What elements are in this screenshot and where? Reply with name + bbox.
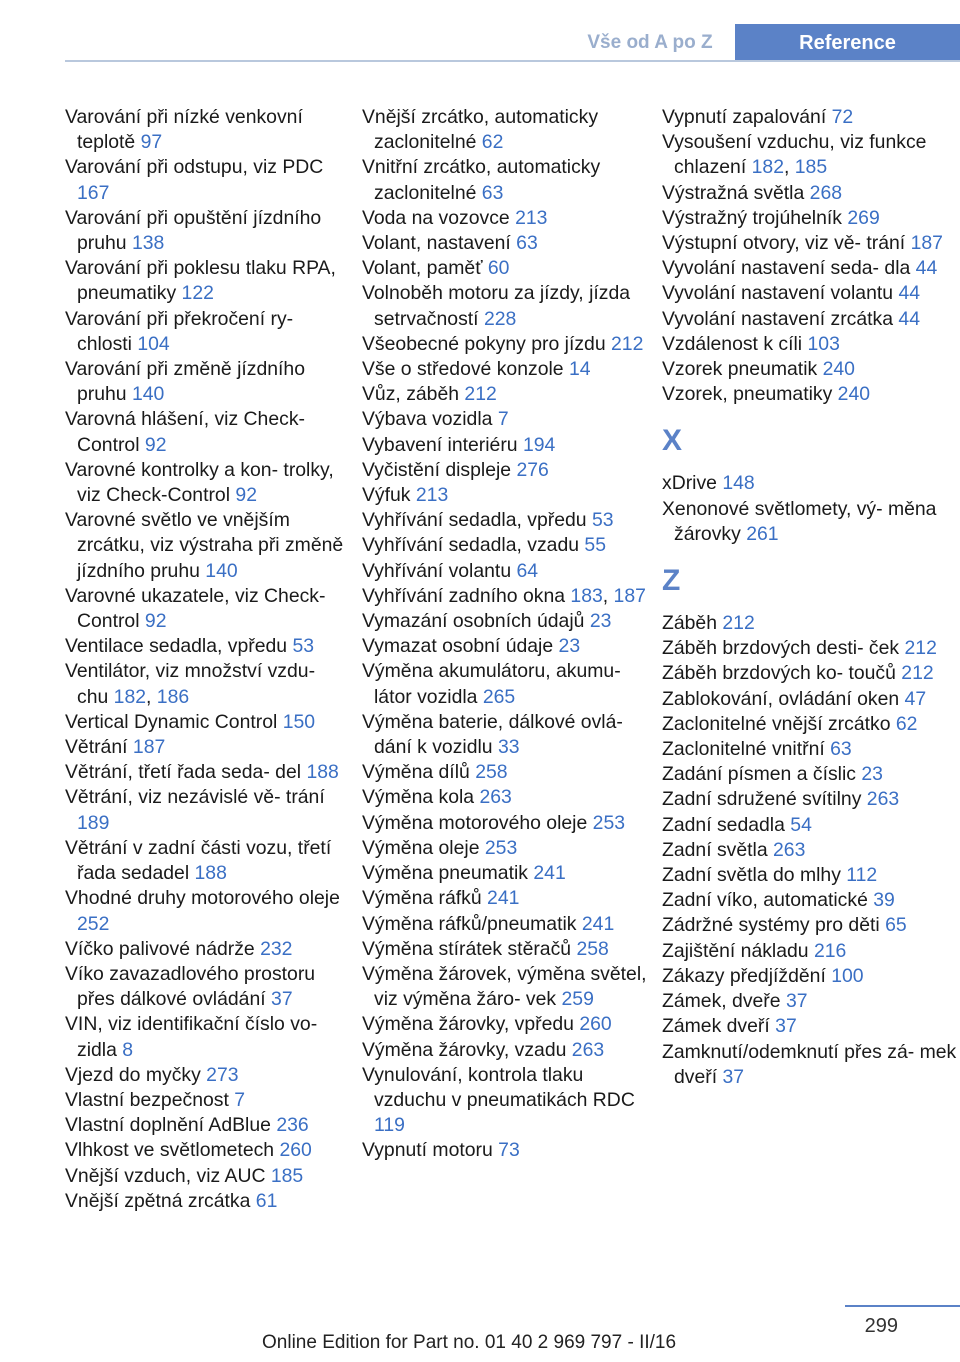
page-link[interactable]: 253 (592, 811, 626, 834)
index-entry (662, 863, 958, 888)
index-entry (65, 785, 350, 835)
page-link[interactable]: 236 (276, 1114, 309, 1137)
index-term: Vlhkost ve světlometech (65, 1139, 280, 1162)
index-term: Vyčistění displeje (362, 458, 517, 481)
page-link[interactable]: 39 (873, 889, 895, 912)
footer-rule (845, 1305, 960, 1307)
index-term: VIN, viz identifikační číslo vo- zidla (65, 1013, 318, 1061)
page-link[interactable]: 253 (484, 836, 518, 859)
page-link[interactable]: 268 (809, 181, 843, 204)
page-link[interactable]: 213 (415, 484, 449, 507)
index-entry (65, 1189, 350, 1214)
index-letter-heading: Z (662, 564, 681, 598)
page-link[interactable]: 260 (579, 1013, 612, 1036)
index-entry (362, 533, 652, 558)
index-entry (362, 760, 652, 785)
index-term: Výměna ráfků/pneumatik (362, 912, 582, 935)
page-link[interactable]: 212 (722, 612, 755, 635)
index-entry (362, 105, 652, 155)
index-term: Výstupní otvory, viz vě- trání (662, 232, 911, 255)
page-link[interactable]: 33 (497, 736, 520, 759)
page-link[interactable]: 53 (591, 509, 614, 532)
page-link[interactable]: 23 (558, 635, 581, 658)
index-term: Větrání v zadní části vozu, třetí řada sedadel (65, 836, 332, 885)
index-term: Víčko palivové nádrže (65, 937, 261, 960)
index-term: Výměna žárovek, výměna světel, viz výměna žáro- vek (362, 962, 647, 1011)
index-term: Výměna kola (362, 786, 480, 809)
index-entry (362, 206, 652, 231)
page-link[interactable]: 112 (846, 864, 878, 887)
index-entry (662, 813, 958, 838)
page-link[interactable]: 7 (497, 408, 509, 431)
page-link[interactable]: 241 (581, 912, 615, 935)
page-link[interactable]: 140 (131, 383, 165, 406)
index-term: Zamknutí/odemknutí přes zá- mek dveří (662, 1040, 957, 1088)
index-entry (362, 811, 652, 836)
index-term: Ventilátor, viz množství vzdu- chu (65, 660, 316, 708)
page-link[interactable]: 276 (516, 458, 549, 481)
index-entry (362, 1038, 652, 1063)
index-entry (362, 508, 652, 533)
index-term: Vymazání osobních údajů (362, 610, 590, 633)
index-term: Výfuk (362, 484, 416, 507)
index-term: Vyhřívání zadního okna (362, 584, 571, 607)
index-entry (662, 357, 958, 382)
index-entry (362, 836, 652, 861)
index-term: Výměna pneumatik (362, 862, 534, 885)
page-link[interactable]: 63 (516, 232, 538, 255)
index-term: Varování při odstupu, viz PDC (65, 156, 324, 179)
index-entry (662, 737, 958, 762)
page-link[interactable]: 60 (487, 257, 510, 280)
page-link[interactable]: 65 (885, 914, 907, 937)
index-term: Volant, paměť (362, 257, 488, 280)
page-link[interactable]: 185 (794, 156, 828, 179)
page-link[interactable]: 62 (481, 131, 504, 154)
index-entry (362, 962, 652, 1012)
page-link[interactable]: 103 (807, 332, 840, 355)
page-link[interactable]: 64 (516, 559, 539, 582)
index-term: Vhodné druhy motorového oleje (65, 887, 340, 910)
index-term: Záběh brzdových desti- ček (662, 637, 905, 660)
index-term: Zaclonitelné vnější zrcátko (662, 712, 896, 735)
page-link[interactable]: 148 (722, 472, 755, 495)
page-link[interactable]: 185 (270, 1164, 304, 1187)
index-term: Vnější zpětná zrcátka (65, 1189, 256, 1212)
page-link[interactable]: 259 (561, 988, 594, 1011)
index-term: Větrání, třetí řada seda- del (65, 761, 307, 784)
page-link[interactable]: 44 (898, 282, 921, 305)
index-term: Varování při změně jízdního pruhu (65, 358, 305, 406)
index-entry (662, 231, 958, 256)
index-entry (362, 912, 652, 937)
index-term: Výměna oleje (362, 836, 485, 859)
index-entry (362, 659, 652, 709)
page-link[interactable]: 62 (895, 712, 918, 735)
index-entry (662, 939, 958, 964)
index-entry (662, 471, 958, 496)
header-reference-tab[interactable]: Reference (735, 24, 960, 62)
index-entry (662, 181, 958, 206)
page-link[interactable]: 212 (464, 383, 497, 406)
index-term: Vynulování, kontrola tlaku vzduchu v pneumatikách RDC (362, 1063, 635, 1111)
index-term: Výbava vozidla (362, 408, 498, 431)
page-link[interactable]: 61 (255, 1189, 278, 1212)
index-entry (65, 1088, 350, 1113)
index-entry (65, 508, 350, 584)
index-entry (662, 838, 958, 863)
index-term: Výměna akumulátoru, akumu- látor vozidla (362, 660, 621, 708)
index-term: Vypnutí motoru (362, 1139, 499, 1162)
page-link[interactable]: 213 (515, 206, 548, 229)
page-link[interactable]: 265 (482, 685, 516, 708)
index-entry (65, 962, 350, 1012)
index-term: Vnitřní zrcátko, automaticky zaclonitelné (362, 156, 601, 204)
page-link[interactable]: 212 (611, 332, 644, 355)
index-term: Ventilace sedadla, vpředu (65, 635, 293, 658)
index-entry (362, 407, 652, 432)
page-link[interactable]: 261 (746, 522, 779, 545)
page-link[interactable]: 187 (910, 232, 943, 255)
page-link[interactable]: 23 (589, 610, 612, 633)
page-link[interactable]: 241 (533, 862, 566, 885)
page-link[interactable]: 263 (571, 1038, 605, 1061)
index-entry (662, 332, 958, 357)
index-term: Záběh (662, 612, 723, 635)
page-link[interactable]: 212 (904, 637, 937, 660)
index-entry (362, 231, 652, 256)
index-term: Vzdálenost k cíli (662, 332, 808, 355)
index-entry (662, 1040, 958, 1090)
index-term: Vnější vzduch, viz AUC (65, 1164, 271, 1187)
index-term: Varování při poklesu tlaku RPA, pneumatiky (65, 257, 336, 305)
page-link[interactable]: 92 (235, 484, 257, 507)
index-term: Vyvolání nastavení zrcátka (662, 307, 899, 330)
index-term: Varovná hlášení, viz Check- Control (65, 408, 305, 456)
page-link[interactable]: 63 (481, 181, 504, 204)
index-term: Varování při nízké venkovní teplotě (65, 106, 303, 154)
header-rule (65, 60, 960, 62)
index-term: Vyvolání nastavení volantu (662, 282, 899, 305)
page-link[interactable]: 92 (144, 433, 167, 456)
page-link[interactable]: 122 (181, 282, 214, 305)
index-term: Vyhřívání sedadla, vzadu (362, 534, 585, 557)
index-entry (362, 458, 652, 483)
index-entry (362, 256, 652, 281)
index-term: Víko zavazadlového prostoru přes dálkové ovládání (65, 962, 316, 1011)
index-term: Vymazat osobní údaje (362, 635, 559, 658)
index-term: Zádržné systémy pro děti (662, 914, 886, 937)
index-entry (65, 1063, 350, 1088)
index-term: Výměna žárovky, vpředu (362, 1013, 580, 1036)
index-entry (662, 787, 958, 812)
index-entry (65, 1138, 350, 1163)
page-link[interactable]: 182 (113, 685, 147, 708)
page-link[interactable]: 37 (271, 988, 293, 1011)
page-link[interactable]: 183 (570, 584, 603, 607)
index-term: Zadní víko, automatické (662, 889, 874, 912)
page-link[interactable]: 55 (584, 534, 606, 557)
index-term: Varovné světlo ve vnějším zrcátku, viz výstraha při změně jízdního pruhu (65, 509, 344, 582)
index-term: Zablokování, ovládání oken (662, 687, 905, 710)
index-entry: Vyhřívání zadního okna 183, 187 (362, 584, 646, 607)
index-term: Vlastní bezpečnost (65, 1088, 235, 1111)
page-link[interactable]: 8 (122, 1038, 134, 1061)
index-entry (662, 1014, 958, 1039)
page-link[interactable]: 23 (861, 763, 883, 786)
index-term: Vnější zrcátko, automaticky zaclonitelné (362, 106, 599, 154)
index-term: Varování při opuštění jízdního pruhu (65, 206, 322, 255)
page-link[interactable]: 241 (487, 887, 520, 910)
index-entry (65, 886, 350, 936)
index-entry (362, 785, 652, 810)
index-column-2 (362, 105, 652, 1164)
index-entry (65, 1012, 350, 1062)
page-link[interactable]: 54 (790, 813, 812, 836)
page-link[interactable]: 188 (194, 862, 227, 885)
index-column-1 (65, 105, 350, 1214)
page-link[interactable]: 260 (279, 1139, 312, 1162)
index-entry (662, 636, 958, 661)
index-term: Záběh brzdových ko- toučů (662, 662, 902, 685)
index-term: Výměna dílů (362, 761, 476, 784)
page-link[interactable]: 63 (830, 738, 852, 761)
index-entry (65, 1113, 350, 1138)
page-link[interactable]: 140 (205, 559, 238, 582)
index-term: Vlastní doplnění AdBlue (65, 1114, 277, 1137)
index-entry (65, 407, 350, 457)
page-link[interactable]: 252 (77, 912, 110, 935)
index-entry (65, 735, 350, 760)
index-term: Zámek dveří (662, 1015, 776, 1038)
index-entry (65, 307, 350, 357)
page-link[interactable]: 104 (137, 332, 170, 355)
index-entry (362, 1138, 652, 1163)
index-term: Zadní světla do mlhy (662, 864, 847, 887)
index-term: Výstražný trojúhelník (662, 206, 848, 229)
index-term: Vzorek pneumatik (662, 358, 823, 381)
page-link[interactable]: 232 (260, 937, 293, 960)
index-term: Vybavení interiéru (362, 433, 523, 456)
index-entry (662, 256, 958, 281)
page-link[interactable]: 150 (282, 710, 316, 733)
page-link[interactable]: 72 (831, 106, 854, 128)
index-term: Výměna žárovky, vzadu (362, 1038, 572, 1061)
index-term: Zadní sedadla (662, 813, 791, 836)
index-entry (362, 710, 652, 760)
index-term: Varovné kontrolky a kon- trolky, viz Check-Control (65, 458, 334, 507)
index-entry (65, 937, 350, 962)
index-term: Zámek, dveře (662, 990, 786, 1013)
index-term: Vyvolání nastavení seda- dla (662, 257, 916, 280)
page-link[interactable]: 44 (915, 257, 938, 280)
index-term: Voda na vozovce (362, 206, 516, 229)
page-link[interactable]: 263 (479, 786, 512, 809)
index-term: Výměna motorového oleje (362, 811, 593, 834)
index-entry (362, 382, 652, 407)
index-letter-heading: X (662, 424, 683, 458)
index-entry (362, 886, 652, 911)
page-link[interactable]: 186 (156, 685, 190, 708)
page-link[interactable]: 187 (132, 736, 166, 759)
index-entry (65, 105, 350, 155)
index-entry (65, 206, 350, 256)
page-link[interactable]: 119 (374, 1114, 405, 1137)
index-term: Výměna baterie, dálkové ovlá- dání k vozidlu (362, 710, 623, 759)
index-entry (662, 913, 958, 938)
index-entry (662, 611, 958, 636)
index-entry (65, 634, 350, 659)
page-link[interactable]: 97 (140, 131, 163, 154)
index-entry (362, 1063, 652, 1139)
index-entry (65, 760, 350, 785)
index-term: Volant, nastavení (362, 232, 517, 255)
page-link[interactable]: 189 (77, 811, 110, 834)
index-term: Vysoušení vzduchu, viz funkce chlazení (662, 131, 927, 179)
page-link[interactable]: 258 (576, 937, 609, 960)
index-term: Zajištění nákladu (662, 939, 814, 962)
index-entry (362, 861, 652, 886)
index-entry (362, 433, 652, 458)
index-term: Vypnutí zapalování (662, 106, 832, 128)
page-link[interactable]: 263 (773, 838, 806, 861)
index-term: Výměna stírátek stěračů (362, 937, 577, 960)
index-entry (662, 687, 958, 712)
page-link[interactable]: 182 (751, 156, 784, 179)
page-link[interactable]: 7 (234, 1088, 246, 1111)
page-link[interactable]: 37 (775, 1015, 797, 1038)
index-term: Větrání, viz nezávislé vě- trání (65, 786, 325, 809)
index-column-3 (662, 105, 958, 1090)
index-entry (662, 888, 958, 913)
index-entry: Vysoušení vzduchu, viz funkce chlazení 182, 185 (662, 131, 927, 179)
page-link[interactable]: 258 (475, 761, 508, 784)
index-entry (662, 382, 958, 407)
index-entry (65, 710, 350, 735)
index-entry (362, 559, 652, 584)
index-term: Volnoběh motoru za jízdy, jízda setrvačností (362, 282, 631, 330)
page-link[interactable]: 37 (785, 990, 808, 1013)
index-term: Vyhřívání sedadla, vpředu (362, 509, 592, 532)
index-term: xDrive (662, 472, 723, 495)
index-entry (662, 712, 958, 737)
index-entry (662, 281, 958, 306)
index-entry (362, 332, 652, 357)
page-link[interactable]: 14 (568, 358, 591, 381)
index-entry (65, 458, 350, 508)
index-entry (662, 307, 958, 332)
edition-note: Online Edition for Part no. 01 40 2 969 797 - II/16 (262, 1332, 677, 1353)
index-entry (362, 1012, 652, 1037)
page-link[interactable]: 37 (722, 1065, 745, 1088)
index-entry (662, 964, 958, 989)
page-link[interactable]: 92 (144, 610, 167, 633)
index-entry (362, 609, 652, 634)
index-entry (662, 206, 958, 231)
index-entry (65, 256, 350, 306)
index-term: Vyhřívání volantu (362, 559, 517, 582)
page-link[interactable]: 194 (522, 433, 556, 456)
page-link[interactable]: 100 (831, 964, 864, 987)
page-link[interactable]: 263 (866, 788, 900, 811)
page-link[interactable]: 269 (847, 206, 880, 229)
index-term: Výstražná světla (662, 181, 810, 204)
page-link[interactable]: 53 (292, 635, 315, 658)
index-term: Výměna ráfků (362, 887, 488, 910)
index-entry (65, 155, 350, 205)
page-link[interactable]: 187 (613, 584, 646, 607)
page-number: 299 (864, 1315, 898, 1337)
page-link[interactable]: 273 (206, 1063, 239, 1086)
page-link[interactable]: 240 (822, 358, 855, 381)
index-term: Vůz, záběh (362, 383, 465, 406)
page-link[interactable]: 228 (483, 307, 517, 330)
index-term: Zákazy předjíždění (662, 964, 832, 987)
index-term: Zadní sdružené svítilny (662, 788, 867, 811)
index-entry (362, 155, 652, 205)
index-entry (662, 105, 958, 130)
index-entry (362, 634, 652, 659)
index-entry (662, 762, 958, 787)
index-term: Vzorek, pneumatiky (662, 383, 838, 406)
page-link[interactable]: 138 (131, 232, 165, 255)
index-term: Vertical Dynamic Control (65, 710, 283, 733)
index-term: Zadání písmen a číslic (662, 763, 862, 786)
index-term: Varování při překročení ry- chlosti (65, 307, 294, 355)
page-link[interactable]: 44 (898, 307, 920, 330)
index-entry (662, 989, 958, 1014)
page-link[interactable]: 240 (837, 383, 871, 406)
page-link[interactable]: 188 (306, 761, 339, 784)
page-link[interactable]: 212 (901, 662, 934, 685)
page-link[interactable]: 47 (904, 687, 927, 710)
header-section-title: Vše od A po Z (587, 32, 713, 53)
index-entry (65, 836, 350, 886)
index-entry (65, 584, 350, 634)
index-entry (362, 937, 652, 962)
index-entry: Ventilátor, viz množství vzdu- chu 182, 186 (65, 660, 316, 708)
index-term: Xenonové světlomety, vý- měna žárovky (662, 497, 937, 545)
index-term: Zaclonitelné vnitřní (662, 738, 831, 761)
index-term: Zadní světla (662, 838, 774, 861)
page-link[interactable]: 216 (813, 939, 847, 962)
index-entry (65, 1164, 350, 1189)
page-link[interactable]: 73 (498, 1139, 520, 1162)
index-term: Větrání (65, 736, 133, 759)
index-entry (362, 281, 652, 331)
index-entry (65, 357, 350, 407)
index-entry (362, 483, 652, 508)
index-entry (662, 661, 958, 686)
index-term: Varovné ukazatele, viz Check- Control (65, 584, 326, 633)
index-term: Všeobecné pokyny pro jízdu (362, 332, 612, 355)
page-link[interactable]: 167 (77, 181, 110, 204)
index-entry (662, 497, 958, 547)
index-entry (362, 357, 652, 382)
index-term: Vše o středové konzole (362, 358, 569, 381)
index-term: Vjezd do myčky (65, 1063, 207, 1086)
